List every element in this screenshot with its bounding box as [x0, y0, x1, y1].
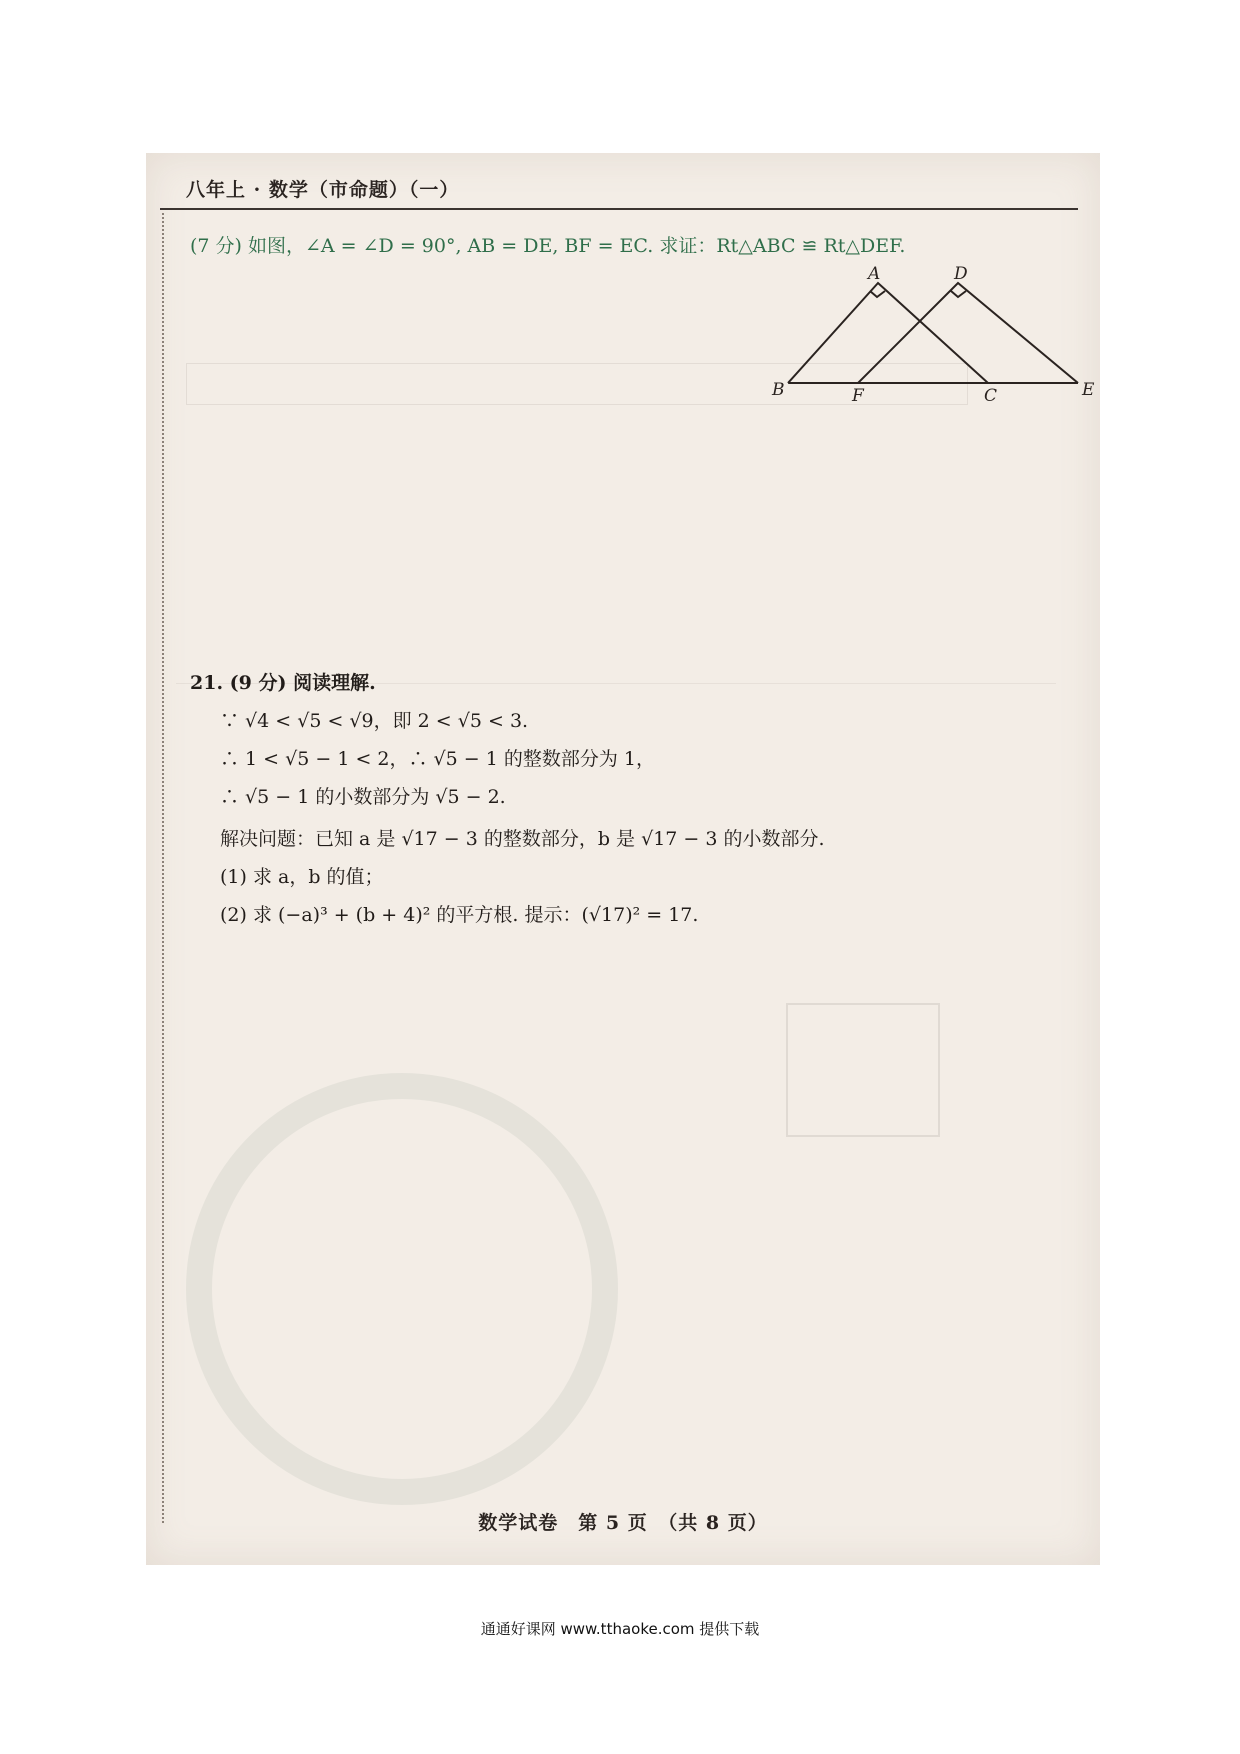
- right-angle-a: [870, 291, 885, 297]
- label-b: B: [772, 380, 785, 400]
- right-angle-d: [951, 291, 966, 297]
- label-a: A: [868, 264, 881, 284]
- reading-line-1: ∵ √4 < √5 < √9，即 2 < √5 < 3.: [220, 710, 529, 732]
- label-f: F: [852, 386, 864, 403]
- header-divider: [160, 208, 1078, 210]
- reading-line-3: ∴ √5 − 1 的小数部分为 √5 − 2.: [220, 786, 506, 808]
- page-header: 八年上 · 数学（市命题）（一）: [186, 179, 460, 201]
- faded-stamp-watermark: [186, 1073, 618, 1505]
- question-20-text: (7 分) 如图，∠A = ∠D = 90°, AB = DE, BF = EC. 求证：Rt△ABC ≌ Rt△DEF.: [190, 235, 906, 257]
- sub-question-2: (2) 求 (−a)³ + (b + 4)² 的平方根. 提示：(√17)² = 17.: [220, 904, 699, 926]
- scanned-page: [146, 153, 1100, 1565]
- bleedthrough-square-figure: [786, 1003, 940, 1137]
- page-footer: 数学试卷 第 5 页 （共 8 页）: [478, 1512, 768, 1534]
- question-21: [190, 668, 825, 926]
- reading-line-2: ∴ 1 < √5 − 1 < 2，∴ √5 − 1 的整数部分为 1，: [220, 748, 655, 770]
- triangle-figure: [758, 263, 1098, 407]
- problem-statement: 解决问题：已知 a 是 √17 − 3 的整数部分，b 是 √17 − 3 的小数部分.: [220, 828, 825, 850]
- download-credit: 通通好课网 www.tthaoke.com 提供下载: [480, 1620, 760, 1638]
- label-c: C: [984, 386, 998, 403]
- question-21-title: 21. (9 分) 阅读理解.: [190, 672, 376, 694]
- binding-margin-line: [162, 213, 164, 1523]
- sub-question-1: (1) 求 a，b 的值；: [220, 866, 384, 888]
- label-e: E: [1082, 380, 1095, 400]
- question-20: [190, 231, 905, 258]
- label-d: D: [954, 264, 968, 284]
- triangle-def: [858, 283, 1078, 383]
